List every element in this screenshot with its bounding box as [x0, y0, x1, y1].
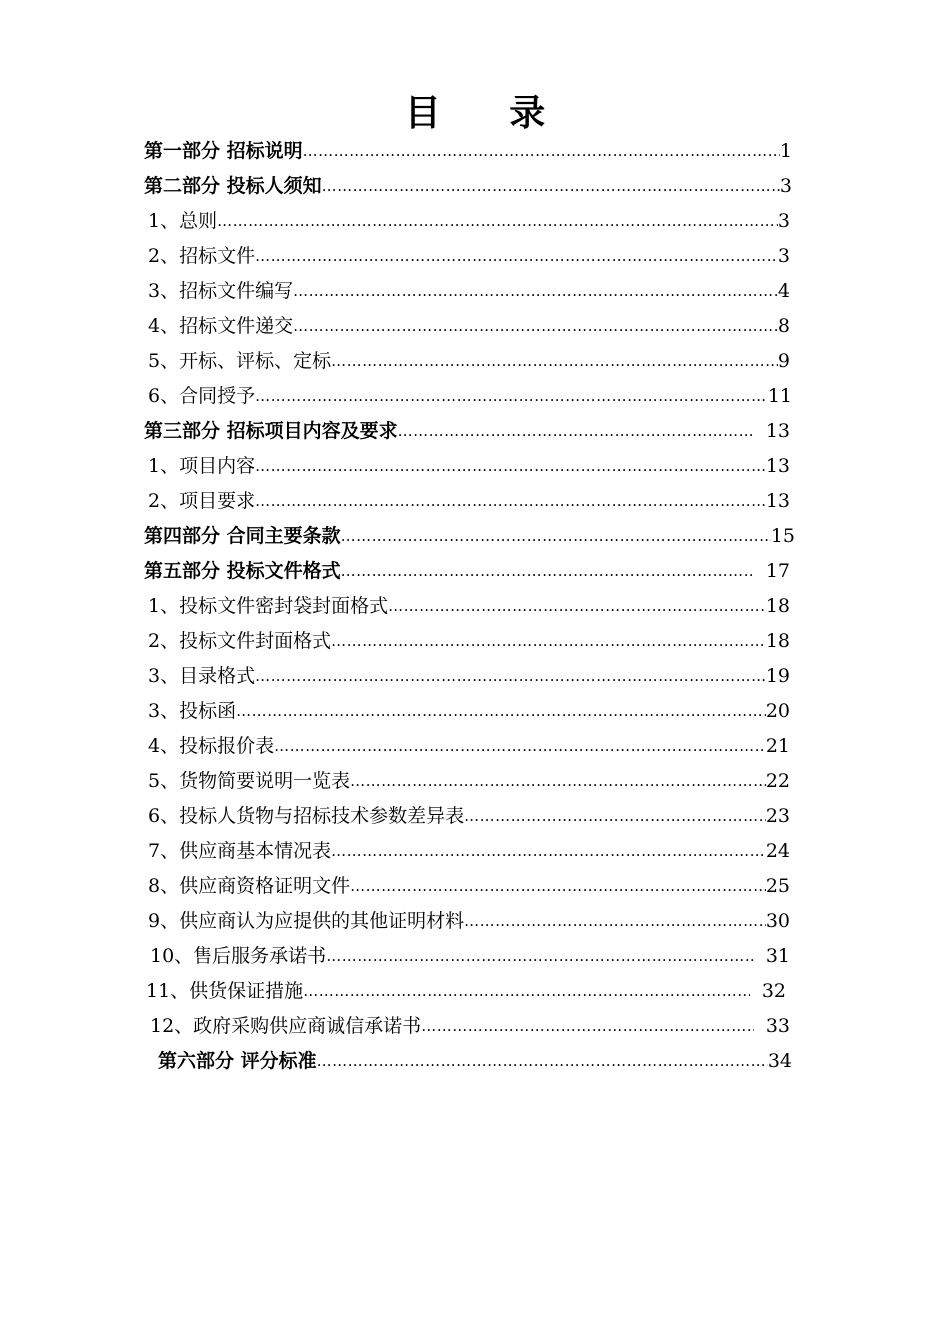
toc-entry-label: 9、供应商认为应提供的其他证明材料	[148, 910, 465, 932]
toc-item[interactable]	[0, 344, 950, 379]
toc-dot-leader	[350, 764, 766, 799]
toc-part-4[interactable]	[0, 519, 950, 554]
toc-entry-label: 8、供应商资格证明文件	[148, 875, 351, 897]
toc-entry-label: 第六部分 评分标准	[158, 1050, 317, 1072]
toc-dot-leader	[331, 344, 778, 379]
toc-dot-leader	[303, 134, 780, 169]
toc-page-number: 1	[779, 140, 792, 162]
toc-dot-leader	[293, 274, 778, 309]
toc-entry-label: 3、目录格式	[148, 665, 256, 687]
toc-part-2[interactable]	[0, 169, 950, 204]
toc-item[interactable]	[0, 974, 950, 1009]
toc-item[interactable]	[0, 764, 950, 799]
toc-entry-label: 6、合同授予	[148, 385, 256, 407]
toc-dot-leader	[421, 1009, 754, 1044]
toc-dot-leader	[341, 519, 771, 554]
toc-part-1[interactable]	[0, 134, 950, 169]
toc-entry-label: 3、投标函	[148, 700, 237, 722]
toc-entry-label: 1、总则	[148, 210, 218, 232]
toc-dot-leader	[303, 974, 750, 1009]
toc-dot-leader	[255, 239, 778, 274]
toc-part-6[interactable]	[0, 1044, 950, 1079]
toc-dot-leader	[388, 589, 766, 624]
toc-item[interactable]	[0, 204, 950, 239]
toc-item[interactable]	[0, 694, 950, 729]
toc-page-number: 33	[765, 1015, 790, 1037]
toc-item[interactable]	[0, 449, 950, 484]
toc-dot-leader	[326, 939, 754, 974]
toc-item[interactable]	[0, 309, 950, 344]
toc-page-number: 20	[765, 700, 790, 722]
toc-dot-leader	[255, 449, 766, 484]
toc-entry-label: 12、政府采购供应商诚信承诺书	[150, 1015, 422, 1037]
toc-dot-leader	[341, 554, 754, 589]
toc-entry-label: 2、投标文件封面格式	[148, 630, 332, 652]
toc-page-number: 3	[777, 245, 790, 267]
toc-item[interactable]	[0, 379, 950, 414]
toc-entry-label: 第五部分 投标文件格式	[144, 560, 341, 582]
toc-item[interactable]	[0, 799, 950, 834]
toc-item[interactable]	[0, 939, 950, 974]
toc-entry-label: 5、开标、评标、定标	[148, 350, 332, 372]
toc-dot-leader	[236, 694, 766, 729]
toc-dot-leader	[255, 379, 768, 414]
toc-item[interactable]	[0, 589, 950, 624]
toc-page-number: 3	[779, 175, 792, 197]
toc-entry-label: 2、项目要求	[148, 490, 256, 512]
toc-dot-leader	[217, 204, 778, 239]
toc-page-number: 19	[765, 665, 790, 687]
toc-item[interactable]	[0, 624, 950, 659]
toc-dot-leader	[464, 799, 766, 834]
toc-dot-leader	[350, 869, 766, 904]
toc-item[interactable]	[0, 659, 950, 694]
toc-page-number: 25	[765, 875, 790, 897]
toc-entry-label: 4、招标文件递交	[148, 315, 294, 337]
toc-entry-label: 7、供应商基本情况表	[148, 840, 332, 862]
toc-page-number: 17	[765, 560, 790, 582]
toc-entry-label: 1、投标文件密封袋封面格式	[148, 595, 389, 617]
toc-item[interactable]	[0, 239, 950, 274]
toc-entry-label: 3、招标文件编写	[148, 280, 294, 302]
toc-item[interactable]	[0, 1009, 950, 1044]
toc-item[interactable]	[0, 869, 950, 904]
toc-entry-label: 5、货物简要说明一览表	[148, 770, 351, 792]
toc-page-number: 9	[777, 350, 790, 372]
toc-entry-label: 第一部分 招标说明	[144, 140, 303, 162]
toc-item[interactable]	[0, 274, 950, 309]
toc-page-number: 18	[765, 630, 790, 652]
toc-entry-label: 2、招标文件	[148, 245, 256, 267]
toc-dot-leader	[322, 169, 780, 204]
toc-page-number: 11	[767, 385, 792, 407]
table-of-contents	[0, 134, 950, 1079]
toc-dot-leader	[398, 414, 754, 449]
toc-page-number: 13	[765, 420, 790, 442]
toc-entry-label: 第二部分 投标人须知	[144, 175, 322, 197]
toc-page-number: 22	[765, 770, 790, 792]
toc-dot-leader	[293, 309, 778, 344]
toc-dot-leader	[255, 659, 766, 694]
toc-page-number: 24	[765, 840, 790, 862]
toc-entry-label: 10、售后服务承诺书	[150, 945, 327, 967]
toc-entry-label: 第三部分 招标项目内容及要求	[144, 420, 398, 442]
toc-dot-leader	[331, 834, 766, 869]
toc-item[interactable]	[0, 484, 950, 519]
toc-page-number: 13	[765, 455, 790, 477]
toc-dot-leader	[317, 1044, 768, 1079]
toc-part-3[interactable]	[0, 414, 950, 449]
toc-page-number: 18	[765, 595, 790, 617]
toc-dot-leader	[255, 484, 766, 519]
toc-entry-label: 第四部分 合同主要条款	[144, 525, 341, 547]
toc-dot-leader	[464, 904, 766, 939]
toc-part-5[interactable]	[0, 554, 950, 589]
toc-page-number: 8	[777, 315, 790, 337]
toc-page-number: 4	[777, 280, 790, 302]
toc-page-number: 21	[765, 735, 790, 757]
toc-page-number: 30	[765, 910, 790, 932]
toc-dot-leader	[331, 624, 766, 659]
toc-page-number: 13	[765, 490, 790, 512]
toc-entry-label: 11、供货保证措施	[146, 980, 304, 1002]
toc-entry-label: 6、投标人货物与招标技术参数差异表	[148, 805, 465, 827]
toc-entry-label: 4、投标报价表	[148, 735, 275, 757]
toc-page-number: 3	[777, 210, 790, 232]
toc-dot-leader	[274, 729, 766, 764]
toc-page-number: 32	[761, 980, 786, 1002]
toc-item[interactable]	[0, 729, 950, 764]
toc-page-number: 34	[767, 1050, 792, 1072]
toc-page-number: 15	[770, 525, 795, 547]
toc-title: 目 录	[404, 92, 574, 134]
toc-item[interactable]	[0, 904, 950, 939]
toc-item[interactable]	[0, 834, 950, 869]
toc-page-number: 31	[765, 945, 790, 967]
toc-entry-label: 1、项目内容	[148, 455, 256, 477]
toc-page-number: 23	[765, 805, 790, 827]
